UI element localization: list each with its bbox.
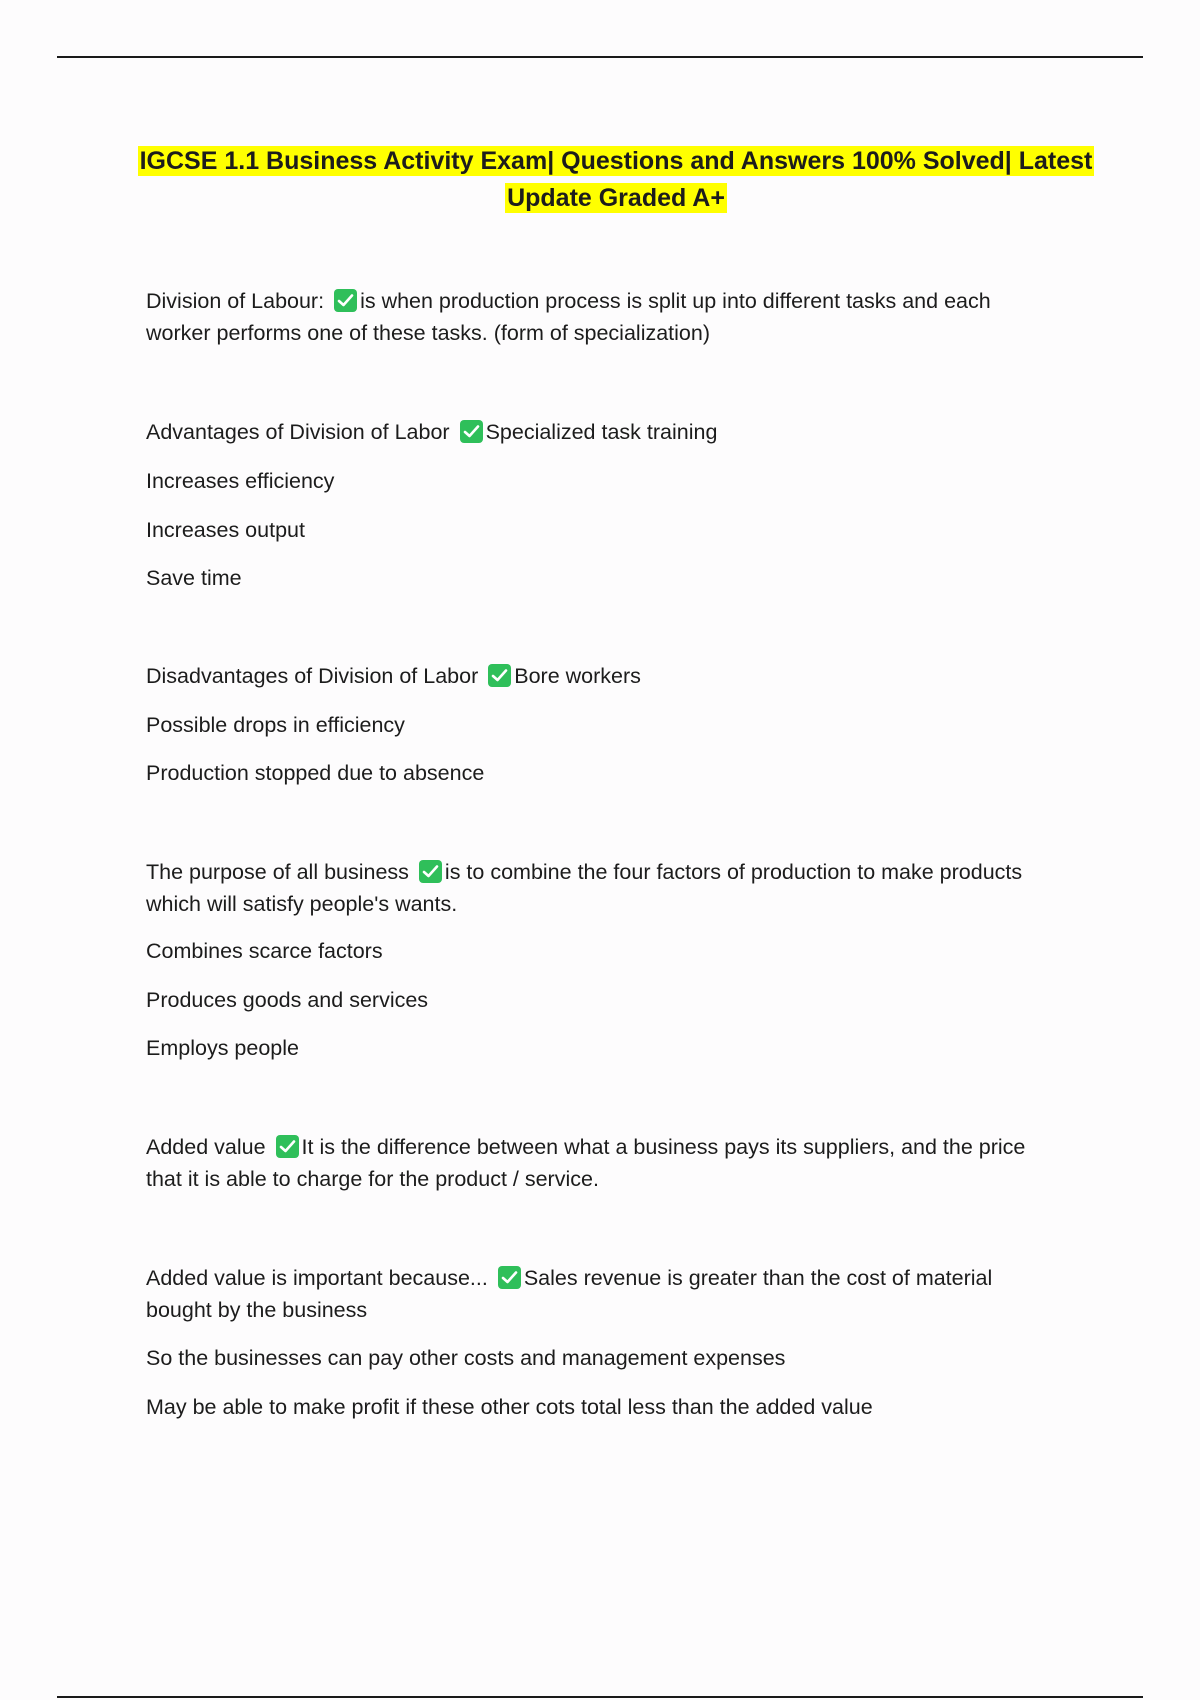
qa-entry-purpose (146, 856, 1076, 920)
list-item: So the businesses can pay other costs and management expenses (146, 1346, 786, 1370)
entry-answer: Sales revenue is greater than the cost of material (523, 1266, 993, 1290)
check-box-icon (488, 664, 511, 687)
entry-answer: Bore workers (514, 664, 641, 688)
list-item: Produces goods and services (146, 988, 429, 1012)
entry-answer: is to combine the four factors of production to make products (444, 860, 1023, 884)
list-item: Possible drops in efficiency (146, 713, 405, 737)
entry-term: Division of Labour: (146, 289, 325, 313)
entry-answer: Specialized task training (485, 420, 718, 444)
qa-entry-added-value (146, 1131, 1076, 1195)
entry-term: Added value (146, 1135, 266, 1159)
check-box-icon (460, 420, 483, 443)
check-box-icon (498, 1266, 521, 1289)
top-divider (57, 56, 1143, 58)
qa-entry-division-of-labour (146, 285, 1076, 349)
list-item: Employs people (146, 1036, 299, 1060)
entry-term: The purpose of all business (146, 860, 409, 884)
entry-answer-cont: worker performs one of these tasks. (form of specialization) (146, 321, 710, 345)
entry-answer-cont: bought by the business (146, 1298, 368, 1322)
entry-answer-cont: which will satisfy people's wants. (146, 892, 458, 916)
list-item: Production stopped due to absence (146, 761, 485, 785)
entry-term: Disadvantages of Division of Labor (146, 664, 479, 688)
entry-answer-cont: that it is able to charge for the product / service. (146, 1167, 599, 1191)
entry-term: Advantages of Division of Labor (146, 420, 450, 444)
list-item: Increases output (146, 518, 305, 542)
list-item: Increases efficiency (146, 469, 335, 493)
entry-term: Added value is important because... (146, 1266, 488, 1290)
list-item: May be able to make profit if these other cots total less than the added value (146, 1395, 873, 1419)
list-item: Combines scarce factors (146, 939, 383, 963)
document-title (120, 143, 1112, 217)
title-line-1: IGCSE 1.1 Business Activity Exam| Questions and Answers 100% Solved| Latest (139, 147, 1093, 175)
entry-answer: is when production process is split up into different tasks and each (360, 289, 991, 313)
qa-entry-disadvantages (146, 660, 1076, 692)
check-box-icon (334, 289, 357, 312)
qa-entry-advantages (146, 416, 1076, 448)
entry-answer: It is the difference between what a business pays its suppliers, and the price (301, 1135, 1026, 1159)
title-line-2: Update Graded A+ (507, 184, 725, 212)
check-box-icon (419, 860, 442, 883)
bottom-divider (57, 1696, 1143, 1698)
check-box-icon (276, 1135, 299, 1158)
qa-entry-added-value-importance (146, 1262, 1076, 1326)
list-item: Save time (146, 566, 242, 590)
